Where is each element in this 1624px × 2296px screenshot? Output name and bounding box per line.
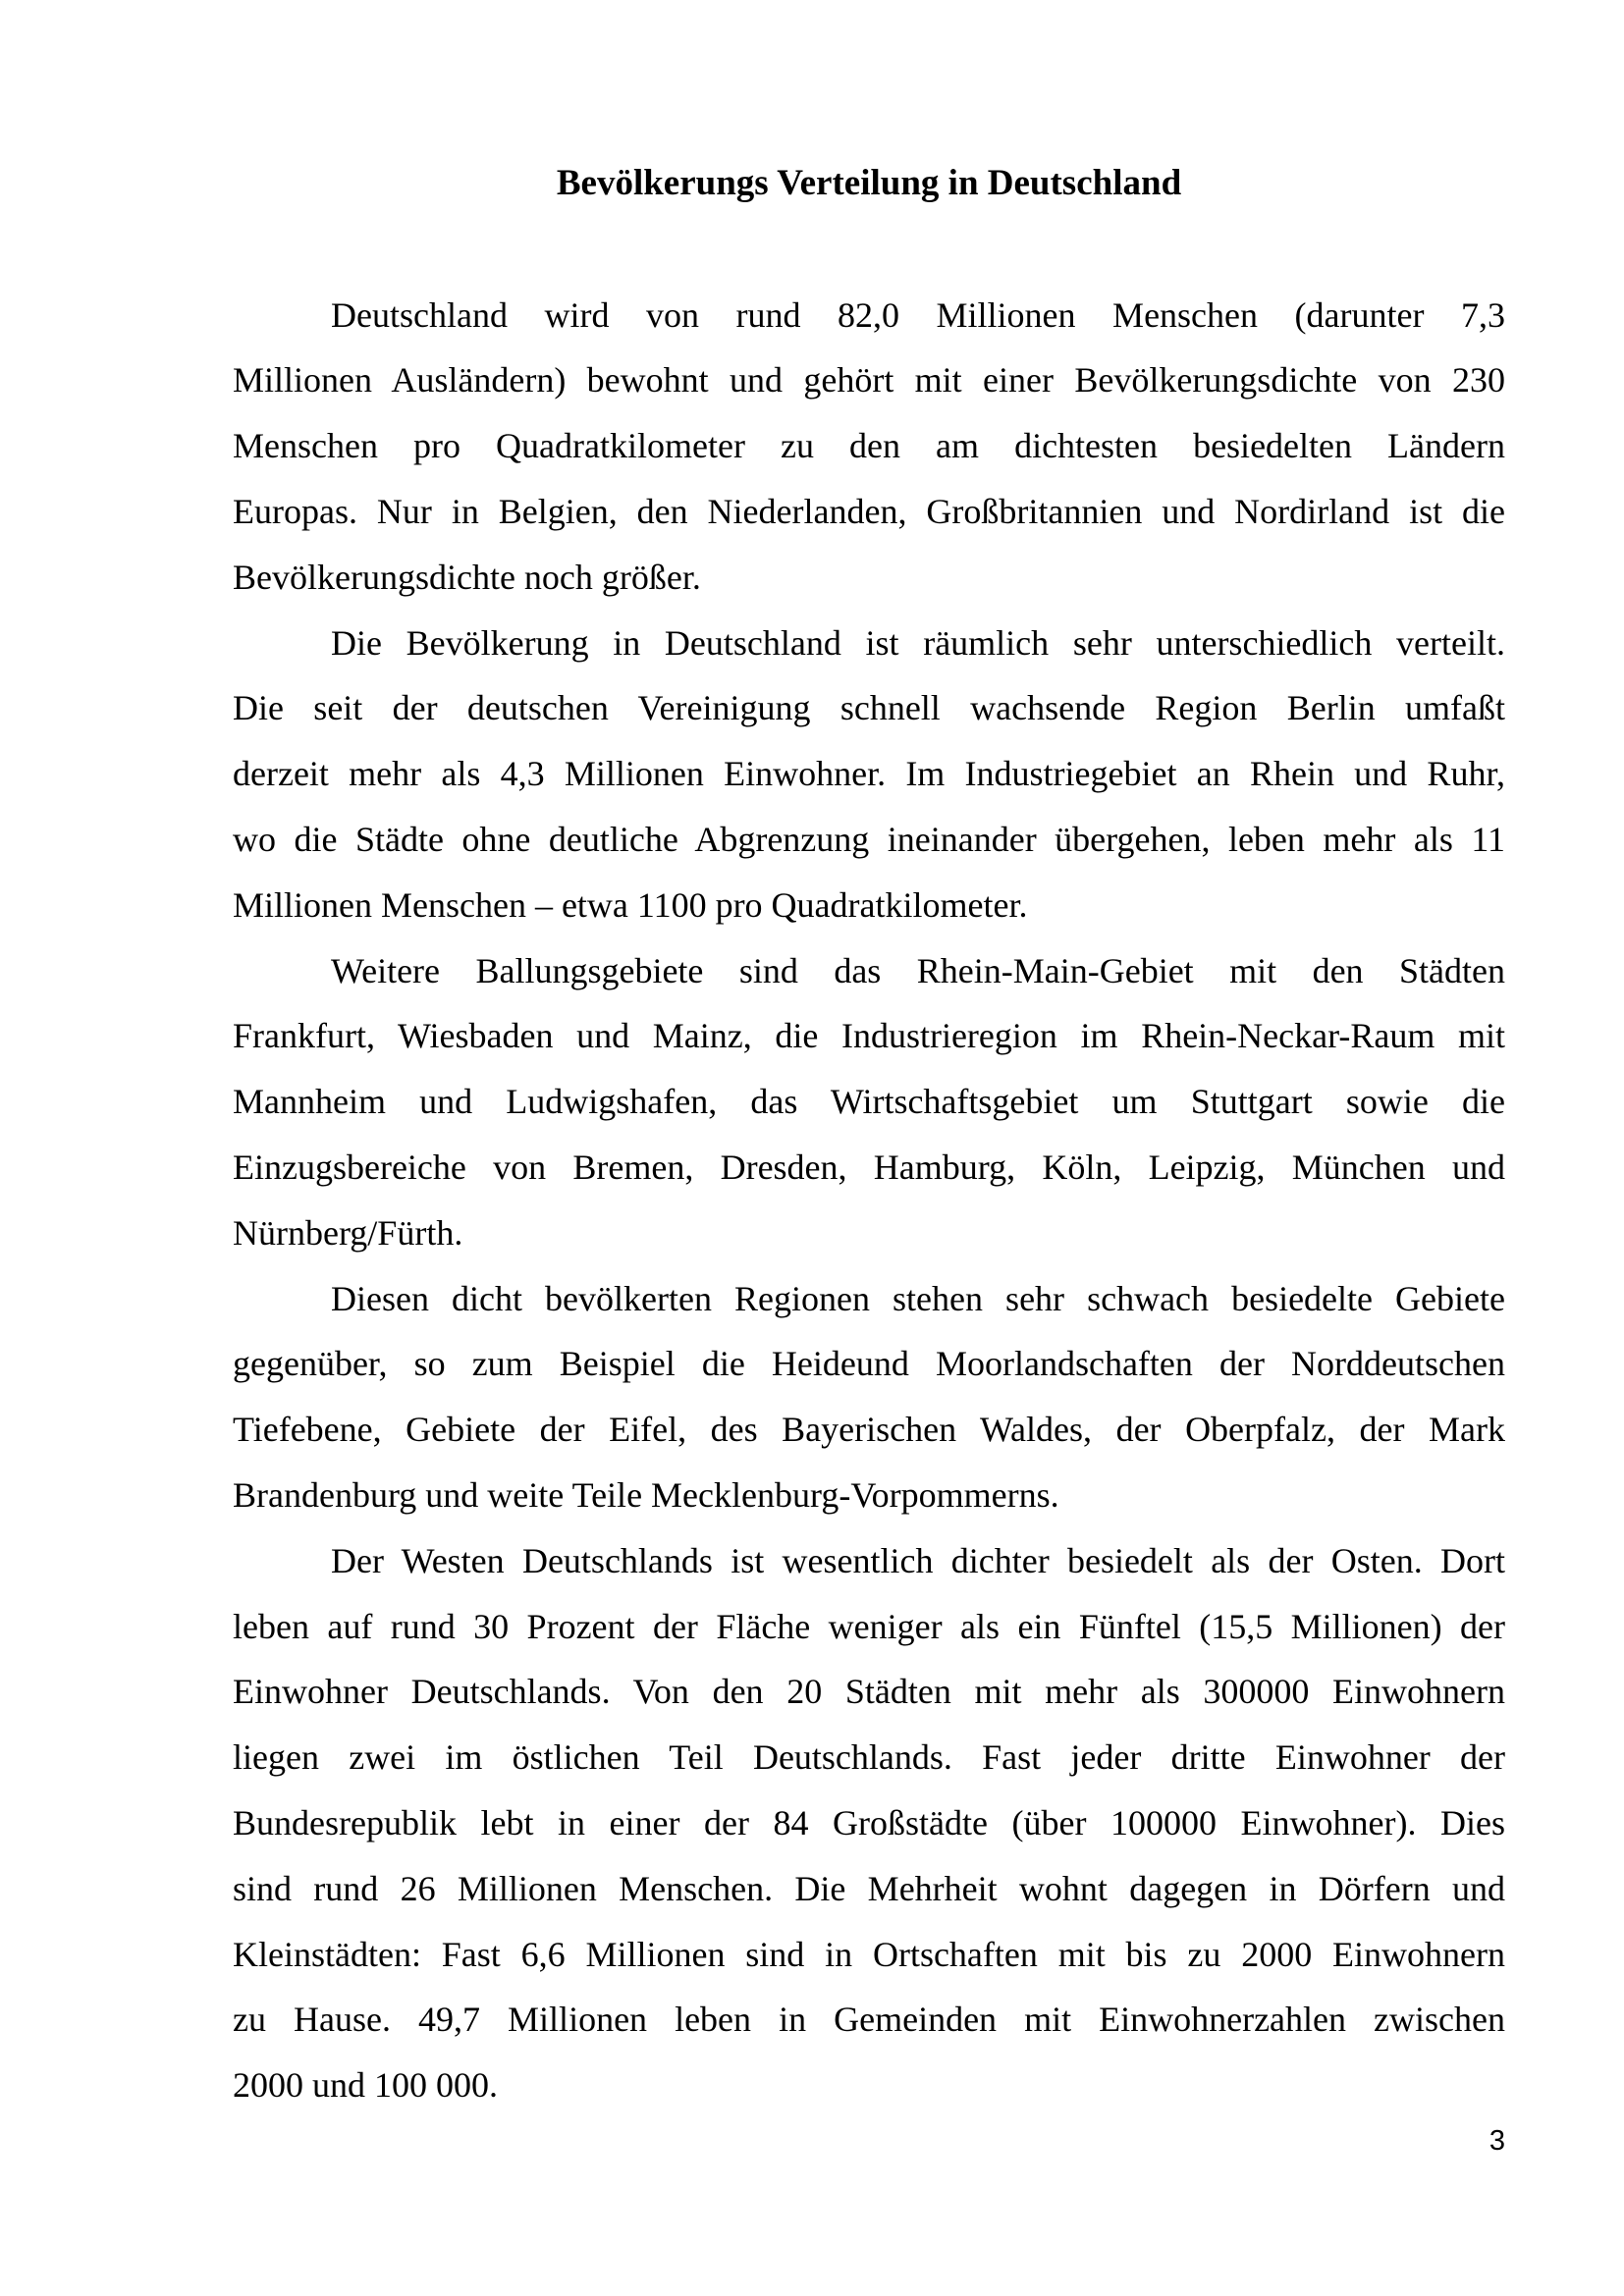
text-line: zu Hause. 49,7 Millionen leben in Gemeinden mit Einwohnerzahlen zwischen	[233, 2000, 1505, 2040]
blank-line	[233, 217, 1505, 283]
text-line: Brandenburg und weite Teile Mecklenburg-Vorpommerns.	[233, 1474, 1059, 1515]
text-line: Die seit der deutschen Vereinigung schnell wachsende Region Berlin umfaßt	[233, 688, 1505, 728]
text-line: derzeit mehr als 4,3 Millionen Einwohner. Im Industriegebiet an Rhein und Ruhr,	[233, 754, 1505, 794]
text-line: leben auf rund 30 Prozent der Fläche weniger als ein Fünftel (15,5 Millionen) der	[233, 1606, 1505, 1646]
text-line: Einwohner Deutschlands. Von den 20 Städten mit mehr als 300000 Einwohnern	[233, 1672, 1505, 1712]
text-block	[233, 151, 1505, 2118]
text-line: Kleinstädten: Fast 6,6 Millionen sind in Ortschaften mit bis zu 2000 Einwohnern	[233, 1934, 1505, 1974]
text-line: Frankfurt, Wiesbaden und Mainz, die Industrieregion im Rhein-Neckar-Raum mit	[233, 1016, 1505, 1056]
text-line: wo die Städte ohne deutliche Abgrenzung ineinander übergehen, leben mehr als 11	[233, 819, 1505, 859]
page-number: 3	[1489, 2125, 1505, 2157]
text-line: Mannheim und Ludwigshafen, das Wirtschaftsgebiet um Stuttgart sowie die	[233, 1082, 1505, 1122]
text-line: Diesen dicht bevölkerten Regionen stehen sehr schwach besiedelte Gebiete	[331, 1278, 1505, 1318]
text-line: Millionen Menschen – etwa 1100 pro Quadratkilometer.	[233, 884, 1028, 925]
text-line: Nürnberg/Fürth.	[233, 1212, 463, 1253]
text-line: sind rund 26 Millionen Menschen. Die Mehrheit wohnt dagegen in Dörfern und	[233, 1868, 1505, 1908]
text-line: Die Bevölkerung in Deutschland ist räumlich sehr unterschiedlich verteilt.	[331, 622, 1505, 663]
text-line: gegenüber, so zum Beispiel die Heideund Moorlandschaften der Norddeutschen	[233, 1344, 1505, 1384]
text-line: Bevölkerungsdichte noch größer.	[233, 557, 701, 597]
text-line: 2000 und 100 000.	[233, 2065, 498, 2106]
text-line: Deutschland wird von rund 82,0 Millionen Menschen (darunter 7,3	[331, 294, 1505, 335]
text-line: Bundesrepublik lebt in einer der 84 Großstädte (über 100000 Einwohner). Dies	[233, 1802, 1505, 1842]
text-line: Tiefebene, Gebiete der Eifel, des Bayerischen Waldes, der Oberpfalz, der Mark	[233, 1410, 1505, 1450]
text-line: Millionen Ausländern) bewohnt und gehört mit einer Bevölkerungsdichte von 230	[233, 360, 1505, 400]
text-line: Einzugsbereiche von Bremen, Dresden, Hamburg, Köln, Leipzig, München und	[233, 1147, 1505, 1187]
text-line: Europas. Nur in Belgien, den Niederlanden, Großbritannien und Nordirland ist die	[233, 491, 1505, 531]
paragraphs-container	[233, 283, 1505, 2118]
text-line: Weitere Ballungsgebiete sind das Rhein-Main-Gebiet mit den Städten	[331, 950, 1505, 990]
text-line: Der Westen Deutschlands ist wesentlich dichter besiedelt als der Osten. Dort	[331, 1540, 1505, 1580]
text-line: Menschen pro Quadratkilometer zu den am dichtesten besiedelten Ländern	[233, 426, 1505, 466]
document-title: Bevölkerungs Verteilung in Deutschland	[556, 163, 1182, 203]
text-line: liegen zwei im östlichen Teil Deutschlands. Fast jeder dritte Einwohner der	[233, 1737, 1505, 1778]
